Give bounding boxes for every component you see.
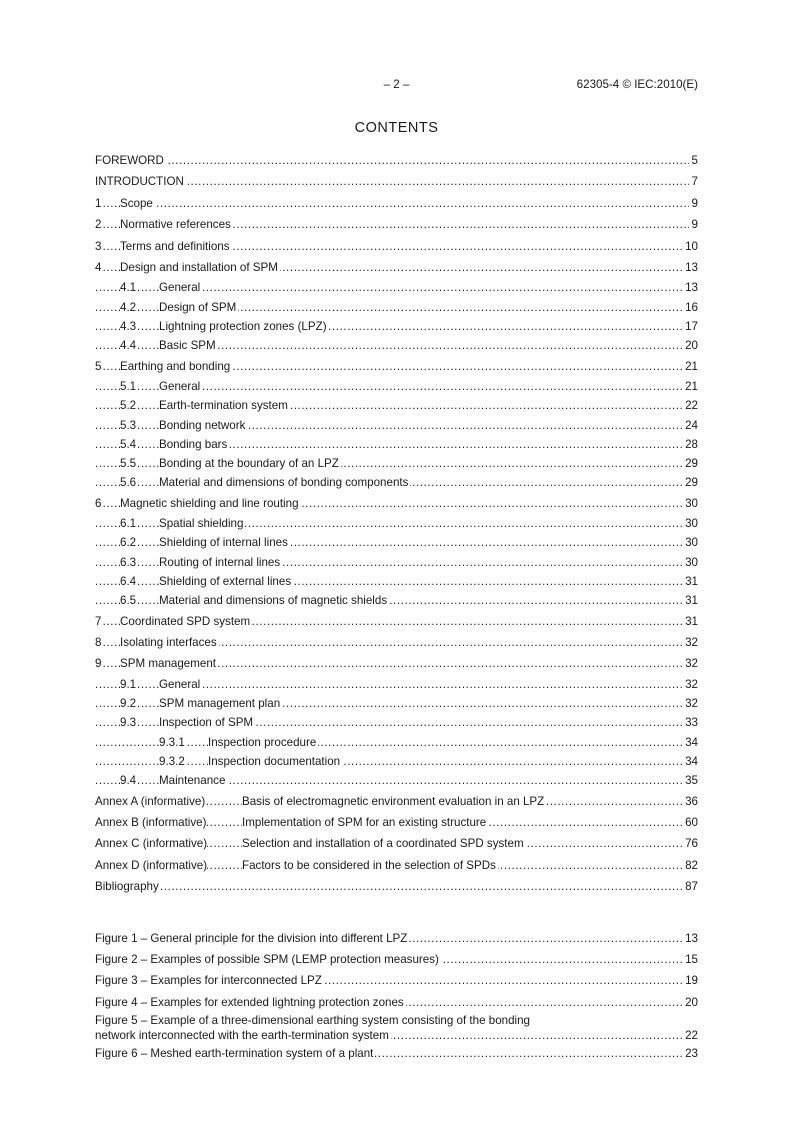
toc-entry[interactable] — [95, 733, 698, 752]
toc-entry-page: 5 — [689, 150, 698, 171]
page-title: CONTENTS — [354, 120, 439, 136]
toc-entry-label: Magnetic shielding and line routing — [120, 493, 301, 514]
toc-entry-number: Annex C (informative) — [95, 833, 207, 854]
toc-entry-label: Isolating interfaces — [120, 632, 219, 653]
toc-entry[interactable] — [95, 514, 698, 533]
toc-entry[interactable] — [95, 675, 698, 694]
figure-entry-page: 15 — [682, 949, 698, 970]
toc-entry-number: 6 — [95, 493, 101, 514]
toc-entry-label: General — [159, 675, 202, 694]
list-of-figures — [95, 928, 698, 1064]
toc-entry-page: 34 — [682, 752, 698, 771]
toc-entry-page: 30 — [682, 493, 698, 514]
toc-entry-number: 9.1 — [120, 675, 136, 694]
toc-entry-number: 6.4 — [120, 572, 136, 591]
toc-entry-number: 6.3 — [120, 553, 136, 572]
toc-entry[interactable] — [95, 752, 698, 771]
figure-entry-label: Figure 4 – Examples for extended lightning protection zones — [95, 995, 404, 1009]
toc-entry-label: Basic SPM — [159, 336, 218, 355]
toc-entry[interactable] — [95, 533, 698, 552]
toc-entry-page: 20 — [682, 336, 698, 355]
toc-entry-number: 6.2 — [120, 533, 136, 552]
toc-entry[interactable] — [95, 572, 698, 591]
toc-entry-page: 30 — [682, 553, 698, 572]
toc-entry-number: 4.2 — [120, 298, 136, 317]
toc-entry-number: 5.4 — [120, 435, 136, 454]
toc-entry-page: 31 — [682, 572, 698, 591]
toc-entry-page: 36 — [682, 791, 698, 812]
toc-entry-label: Design and installation of SPM — [120, 257, 280, 278]
figure-entry-page: 22 — [682, 1028, 698, 1043]
toc-entry-page: 21 — [682, 377, 698, 396]
toc-entry-page: 24 — [682, 416, 698, 435]
toc-entry-page: 30 — [682, 514, 698, 533]
toc-entry-label: Material and dimensions of bonding components — [159, 473, 410, 492]
toc-entry-page: 28 — [682, 435, 698, 454]
toc-entry-number: Annex B (informative) — [95, 812, 206, 833]
toc-entry-page: 30 — [682, 533, 698, 552]
toc-annex-entry[interactable] — [95, 855, 698, 876]
toc-entry-label: INTRODUCTION — [95, 171, 186, 192]
toc-entry-label: General — [159, 278, 202, 297]
figure-entry-page: 19 — [682, 970, 698, 991]
figure-entry[interactable] — [95, 992, 698, 1013]
toc-entry-page: 34 — [682, 733, 698, 752]
figure-entry-label: Figure 2 – Examples of possible SPM (LEMP protection measures) — [95, 953, 439, 967]
toc-entry[interactable] — [95, 611, 698, 632]
toc-entry-label: Bibliography — [95, 876, 161, 897]
toc-entry[interactable] — [95, 396, 698, 415]
toc-entry[interactable] — [95, 257, 698, 278]
toc-entry-page: 29 — [682, 473, 698, 492]
toc-entry[interactable] — [95, 150, 698, 171]
figure-entry-label: Figure 3 – Examples for interconnected LPZ — [95, 974, 322, 988]
toc-entry-number: 1 — [95, 193, 101, 214]
toc-entry-page: 82 — [682, 855, 698, 876]
toc-entry-number: 9.3 — [120, 713, 136, 732]
toc-entry-label: Inspection documentation — [208, 752, 342, 771]
toc-entry-page: 31 — [682, 591, 698, 610]
toc-entry-label: SPM management — [120, 653, 218, 674]
toc-entry[interactable] — [95, 214, 698, 235]
leader-dots — [95, 193, 698, 214]
toc-entry-page: 17 — [682, 317, 698, 336]
toc-entry-page: 16 — [682, 298, 698, 317]
toc-entry-page: 22 — [682, 396, 698, 415]
toc-entry-label: Bonding bars — [159, 435, 229, 454]
leader-dots — [95, 752, 698, 771]
toc-entry-number: 5.1 — [120, 377, 136, 396]
toc-entry-label: Selection and installation of a coordinated SPD system — [242, 833, 526, 854]
toc-entry-number: 8 — [95, 632, 101, 653]
toc-entry-page: 7 — [689, 171, 698, 192]
toc-entry[interactable] — [95, 435, 698, 454]
toc-entry[interactable] — [95, 193, 698, 214]
toc-entry-label: Normative references — [120, 214, 233, 235]
toc-entry-number: Annex A (informative) — [95, 791, 205, 812]
toc-entry-label: Scope — [120, 193, 155, 214]
toc-entry[interactable] — [95, 317, 698, 336]
toc-entry-page: 13 — [682, 257, 698, 278]
leader-dots — [95, 150, 698, 171]
toc-entry-number: 9.3.1 — [159, 733, 185, 752]
toc-entry[interactable] — [95, 377, 698, 396]
figure-entry-label: Figure 1 – General principle for the division into different LPZ — [95, 932, 408, 945]
toc-entry[interactable] — [95, 713, 698, 732]
toc-entry[interactable] — [95, 591, 698, 610]
toc-entry-label: Implementation of SPM for an existing structure — [242, 812, 488, 833]
toc-entry[interactable] — [95, 876, 698, 897]
toc-entry-page: 32 — [682, 694, 698, 713]
toc-entry-page: 31 — [682, 611, 698, 632]
figure-entry-label: Figure 5 – Example of a three-dimensional earthing system consisting of the bonding — [95, 1013, 531, 1027]
toc-entry-label: Bonding network — [159, 416, 247, 435]
toc-entry[interactable] — [95, 553, 698, 572]
toc-entry-number: 3 — [95, 236, 101, 257]
toc-entry[interactable] — [95, 454, 698, 473]
toc-entry-page: 87 — [682, 876, 698, 897]
toc-entry-number: 6.5 — [120, 591, 136, 610]
toc-entry-label: Material and dimensions of magnetic shields — [159, 591, 389, 610]
toc-entry-page: 76 — [682, 833, 698, 854]
toc-entry-label: Terms and definitions — [120, 236, 232, 257]
toc-entry-number: 4.1 — [120, 278, 136, 297]
toc-entry-number: 5.3 — [120, 416, 136, 435]
toc-entry-label: FOREWORD — [95, 150, 166, 171]
toc-entry-page: 9 — [689, 193, 698, 214]
toc-entry-number: 6.1 — [120, 514, 136, 533]
toc-entry-number: Annex D (informative) — [95, 855, 207, 876]
figure-entry[interactable] — [95, 970, 698, 991]
toc-entry-label: Shielding of internal lines — [159, 533, 290, 552]
toc-entry-label: General — [159, 377, 202, 396]
toc-entry-number: 5.6 — [120, 473, 136, 492]
toc-entry-label: Factors to be considered in the selection of SPDs — [242, 855, 498, 876]
toc-entry[interactable] — [95, 278, 698, 297]
toc-entry-number: 5 — [95, 356, 101, 377]
toc-entry-label: Bonding at the boundary of an LPZ — [159, 454, 341, 473]
figure-entry-label-continued: network interconnected with the earth-termination system — [95, 1028, 389, 1042]
page-number: – 2 – — [383, 78, 410, 91]
figure-entry-page: 20 — [682, 992, 698, 1013]
toc-entry-label: Spatial shielding — [159, 514, 245, 533]
toc-entry-page: 9 — [689, 214, 698, 235]
figure-entry[interactable] — [95, 1013, 698, 1043]
toc-entry-label: Maintenance — [159, 771, 227, 790]
toc-entry-number: 4.4 — [120, 336, 136, 355]
toc-entry-number: 7 — [95, 611, 101, 632]
toc-entry-page: 21 — [682, 356, 698, 377]
toc-entry-number: 9 — [95, 653, 101, 674]
toc-entry-label: Earthing and bonding — [120, 356, 232, 377]
toc-entry-label: Earth-termination system — [159, 396, 290, 415]
toc-entry-page: 60 — [682, 812, 698, 833]
toc-entry-label: Basis of electromagnetic environment evaluation in an LPZ — [242, 791, 546, 812]
figure-entry-page: 23 — [682, 1043, 698, 1064]
toc-entry[interactable] — [95, 771, 698, 790]
toc-entry-number: 2 — [95, 214, 101, 235]
toc-entry[interactable] — [95, 236, 698, 257]
toc-entry-number: 4 — [95, 257, 101, 278]
toc-entry[interactable] — [95, 298, 698, 317]
toc-entry-label: Lightning protection zones (LPZ) — [159, 317, 329, 336]
figure-entry-page: 13 — [682, 928, 698, 949]
toc-entry[interactable] — [95, 473, 698, 492]
toc-entry-label: SPM management plan — [159, 694, 282, 713]
toc-entry-page: 35 — [682, 771, 698, 790]
toc-entry[interactable] — [95, 632, 698, 653]
toc-entry-page: 32 — [682, 653, 698, 674]
toc-entry-label: Routing of internal lines — [159, 553, 282, 572]
toc-entry-label: Inspection procedure — [208, 733, 318, 752]
toc-entry-label: Coordinated SPD system — [120, 611, 252, 632]
toc-entry-label: Shielding of external lines — [159, 572, 293, 591]
toc-entry[interactable] — [95, 171, 698, 192]
toc-entry-page: 32 — [682, 632, 698, 653]
toc-annex-entry[interactable] — [95, 791, 698, 812]
leader-dots — [95, 876, 698, 897]
toc-entry-page: 13 — [682, 278, 698, 297]
toc-entry[interactable] — [95, 356, 698, 377]
toc-entry[interactable] — [95, 493, 698, 514]
figure-entry[interactable] — [95, 928, 698, 949]
toc-annex-entry[interactable] — [95, 833, 698, 854]
figure-entry-label: Figure 6 – Meshed earth-termination system of a plant — [95, 1046, 374, 1060]
toc-entry-page: 29 — [682, 454, 698, 473]
toc-annex-entry[interactable] — [95, 812, 698, 833]
toc-entry-number: 9.3.2 — [159, 752, 185, 771]
leader-dots — [95, 733, 698, 752]
toc-entry-label: Design of SPM — [159, 298, 238, 317]
toc-entry[interactable] — [95, 694, 698, 713]
toc-entry[interactable] — [95, 416, 698, 435]
toc-entry-page: 10 — [682, 236, 698, 257]
toc-entry-number: 9.4 — [120, 771, 136, 790]
document-id: 62305-4 © IEC:2010(E) — [576, 78, 698, 91]
figure-entry[interactable] — [95, 949, 698, 970]
figure-entry[interactable] — [95, 1043, 698, 1064]
toc-entry-number: 4.3 — [120, 317, 136, 336]
toc-entry-number: 5.5 — [120, 454, 136, 473]
table-of-contents — [95, 150, 698, 897]
toc-entry-page: 32 — [682, 675, 698, 694]
toc-entry-number: 9.2 — [120, 694, 136, 713]
toc-entry-number: 5.2 — [120, 396, 136, 415]
toc-entry[interactable] — [95, 336, 698, 355]
toc-entry-page: 33 — [682, 713, 698, 732]
toc-entry[interactable] — [95, 653, 698, 674]
toc-entry-label: Inspection of SPM — [159, 713, 255, 732]
